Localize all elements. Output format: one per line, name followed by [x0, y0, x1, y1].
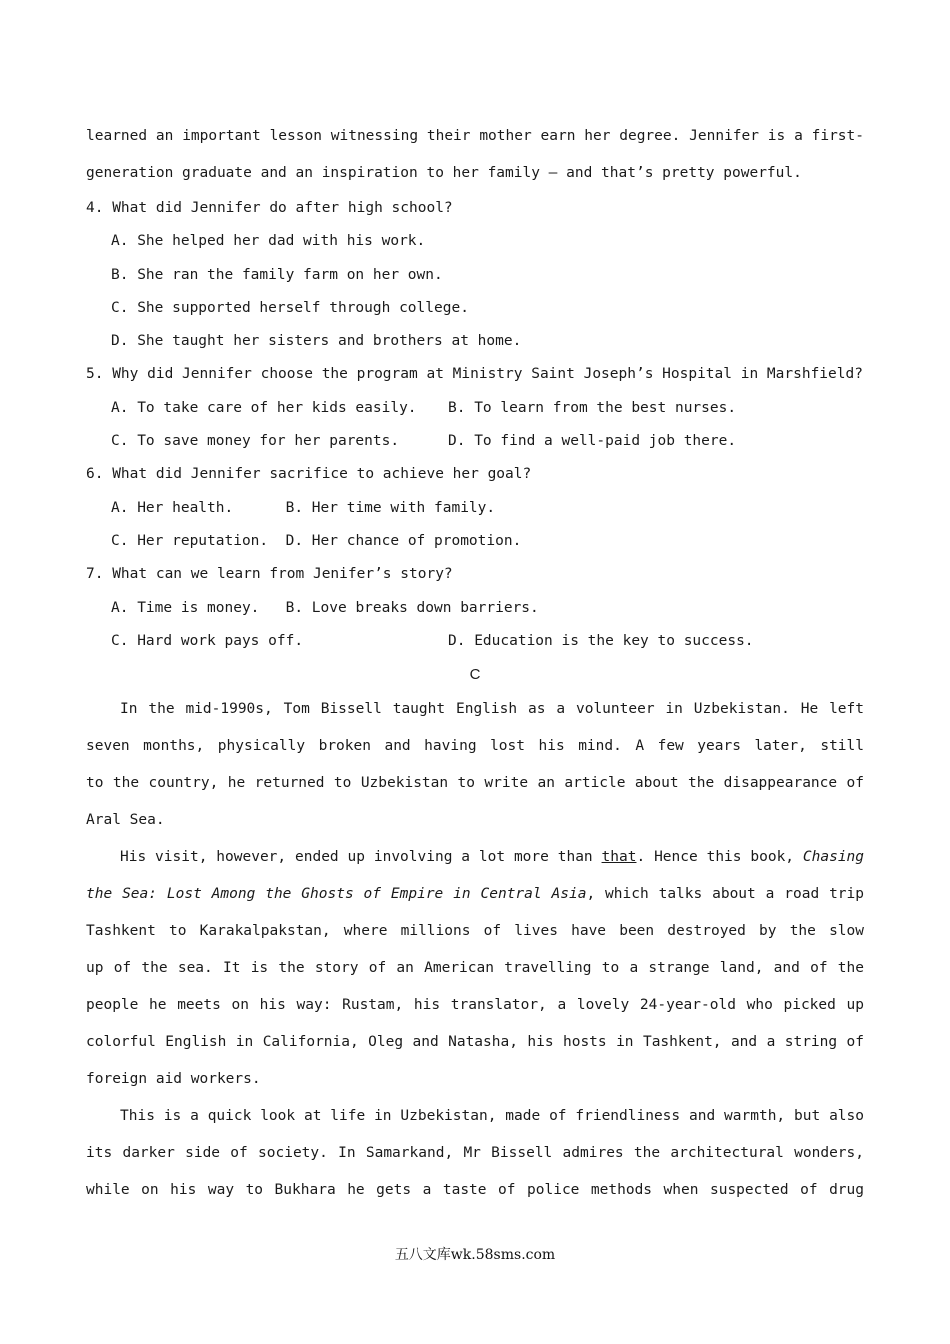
- underlined-word: that: [601, 849, 637, 866]
- paragraph-line: seven months, physically broken and having lost his mind. A few years later, still: [86, 738, 864, 755]
- book-title-part: the Sea: Lost Among the Ghosts of Empire in Central Asia: [86, 886, 587, 903]
- answer-option-row: [86, 525, 864, 558]
- book-title-part: Chasing: [802, 849, 864, 866]
- text-run: . Hence this book,: [636, 849, 795, 866]
- document-page: [86, 118, 864, 1209]
- answer-option: A. To take care of her kids easily.: [111, 399, 417, 416]
- paragraph-line: colorful English in California, Oleg and Natasha, his hosts in Tashkent, and a string of: [86, 1034, 864, 1051]
- answer-option-row: [86, 492, 864, 525]
- answer-option: C. Her reputation.: [111, 532, 269, 549]
- section-title: C: [469, 666, 481, 684]
- paragraph-line: while on his way to Bukhara he gets a taste of police methods when suspected of drug: [86, 1182, 864, 1199]
- answer-option: C. To save money for her parents.: [111, 433, 400, 450]
- paragraph-line: [86, 839, 864, 876]
- answer-option: A. She helped her dad with his work.: [111, 233, 426, 250]
- intro-line: generation graduate and an inspiration to her family — and that’s pretty powerful.: [86, 165, 802, 181]
- answer-option: B. Her time with family.: [285, 499, 496, 516]
- answer-option-row: [86, 625, 864, 658]
- answer-option: D. She taught her sisters and brothers at home.: [111, 333, 522, 350]
- answer-option: C. Hard work pays off.: [111, 632, 304, 649]
- answer-option: B. She ran the family farm on her own.: [111, 266, 443, 283]
- paragraph-line: Tashkent to Karakalpakstan, where millions of lives have been destroyed by the slow: [86, 923, 864, 940]
- answer-option: C. She supported herself through college.: [111, 299, 469, 316]
- paragraph-line: [86, 876, 864, 913]
- text-run: , which talks about a road trip: [586, 886, 864, 903]
- answer-option: B. Love breaks down barriers.: [285, 599, 539, 616]
- paragraph-line: Aral Sea.: [86, 812, 165, 829]
- paragraph-line: its darker side of society. In Samarkand, Mr Bissell admires the architectural wonders,: [86, 1145, 864, 1162]
- answer-option-row: [86, 592, 864, 625]
- paragraph-line: people he meets on his way: Rustam, his translator, a lovely 24-year-old who picked up: [86, 997, 864, 1014]
- answer-option-row: [86, 425, 864, 458]
- answer-option: A. Her health.: [111, 499, 234, 516]
- paragraph-line: This is a quick look at life in Uzbekistan, made of friendliness and warmth, but also: [120, 1108, 864, 1125]
- question-stem: 6. What did Jennifer sacrifice to achieve her goal?: [86, 466, 532, 483]
- answer-option: D. To find a well-paid job there.: [448, 433, 737, 450]
- answer-option: B. To learn from the best nurses.: [448, 399, 737, 416]
- intro-line: learned an important lesson witnessing their mother earn her degree. Jennifer is a first-: [86, 128, 864, 144]
- paragraph-line: In the mid-1990s, Tom Bissell taught English as a volunteer in Uzbekistan. He left: [120, 701, 864, 718]
- answer-option: D. Her chance of promotion.: [285, 532, 522, 549]
- paragraph-line: foreign aid workers.: [86, 1071, 261, 1088]
- question-stem: 4. What did Jennifer do after high school?: [86, 200, 453, 216]
- footer-watermark: 五八文库wk.58sms.com: [394, 1247, 556, 1263]
- paragraph-line: up of the sea. It is the story of an American travelling to a strange land, and of the: [86, 960, 864, 977]
- answer-option: D. Education is the key to success.: [448, 632, 754, 649]
- question-stem: 5. Why did Jennifer choose the program at Ministry Saint Joseph’s Hospital in Marshfield?: [86, 366, 863, 383]
- paragraph-line: to the country, he returned to Uzbekistan to write an article about the disappearance of: [86, 775, 864, 792]
- answer-option-row: [86, 392, 864, 425]
- answer-option: A. Time is money.: [111, 599, 260, 616]
- text-run: His visit, however, ended up involving a lot more than: [120, 849, 593, 866]
- question-stem: 7. What can we learn from Jenifer’s story?: [86, 566, 453, 583]
